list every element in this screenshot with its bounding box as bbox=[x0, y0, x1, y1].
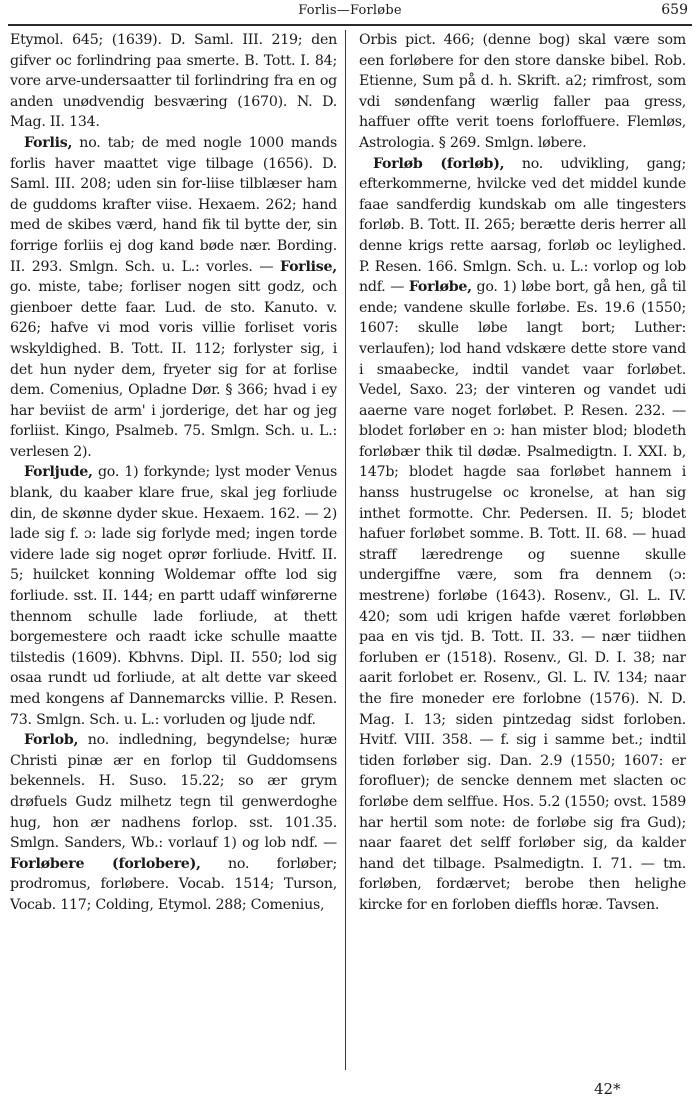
page-header bbox=[0, 0, 700, 26]
page-number: 659 bbox=[661, 2, 688, 18]
entry-paragraph bbox=[10, 30, 337, 133]
entry-paragraph bbox=[10, 730, 337, 915]
entry-text: go. 1) løbe bort, gå hen, gå til ende; vandene skulle forløbe. Es. 19.6 (1550; 1607: skulle løbe langt bort; Luther: verlaufen); lod hand vdskære dette store vand i smaabecke, indtil vandet vaar forløbet. Vedel, Saxo. 23; der vinteren og vandet udi aaerne vare noget forløbet. P. Resen. 232. — blodet forløber en ɔ: han mister blod; blodeth forløbær thik til dødæ. Psalmedigtn. I. XXI. b, 147b; blodet hagde saa forløbet hannem i hanss hustrugelse oc kronelse, at han sig inthet formotte. Chr. Pedersen. II. 5; blodet hafuer forløbet somme. B. Tott. II. 68. — huad straff læredrenge og suenne skulle undergiffne være, som fra dennem (ɔ: mestrene) forløbe (1643). Rosenv., Gl. L. IV. 420; som udi krigen hafde været forløbben paa en vis tjd. B. Tott. II. 33. — nær tiidhen forluben er (1518). Rosenv., Gl. D. I. 38; nar aarit forlobet er. Rosenv., Gl. L. IV. 134; naar the fire moneder ere forlobne (1576). N. D. Mag. I. 13; siden pintzedag sidst forloben. Hvitf. VIII. 358. — f. sig i samme bet.; indtil tiden forløber sig. Dan. 2.9 (1550; 1607: er forofluer); de sencke dennem met slacten oc forløbe dem selffue. Hos. 5.2 (1550; ovst. 1589 har hertil som note: de forløbe sig fra Gud); naar faaret det selff forløber sig, da kalder hand det tilbage. Psalmedigtn. I. 71. — tm. forløben, fordærvet; berobe then helighe kircke for en forloben dieffls horæ. Tavsen. bbox=[359, 279, 686, 913]
headword: Forlise, bbox=[280, 258, 337, 275]
entry-text: go. 1) forkynde; lyst moder Venus blank, du kaaber klare frue, skal jeg forliude din, de skønne dyder skue. Hexaem. 162. — 2) lade sig f. ɔ: lade sig forlyde med; ingen torde videre lade sig noget oprør forliude. Hvitf. II. 5; huilcket konning Woldemar offte lod sig forliude. sst. II. 144; en partt udaff winførerne thennom schulle lade forliude, at thett borgemestere och raadt icke schulle maatte tilstedis (1609). Kbhvns. Dipl. II. 550; lod sig osaa rundt ud forliude, at alt dette var skeed med kongens af Dannemarcks villie. P. Resen. 73. Smlgn. Sch. u. L.: vorluden og ljude ndf. bbox=[10, 464, 337, 728]
headword: Forlob, bbox=[24, 732, 79, 749]
headword: Forlis, bbox=[24, 134, 73, 151]
signature-mark: 42* bbox=[594, 1080, 621, 1098]
entry-text: Orbis pict. 466; (denne bog) skal være som een forløbere for den store danske bibel. Rob. Etienne, Sum på d. h. Skrift. a2; rimfrost, som vdi søndenfang wærlig faller paa gress, haffuer offte verit toens forloffuere. Flemløs, Astrologia. § 269. Smlgn. løbere. bbox=[359, 32, 686, 151]
header-rule bbox=[8, 24, 692, 26]
entry-text: no. tab; de med nogle 1000 mands forlis haver maattet vige tilbage (1656). D. Saml. III. 208; uden sin for-liise tilblæser ham de guddoms krafter viise. Hexaem. 262; hand med de skibes værd, hand fik til bytte der, sin forrige forliis ej dog kand bøde nær. Bording. II. 293. Smlgn. Sch. u. L.: vorles. — bbox=[10, 134, 337, 275]
entry-paragraph bbox=[359, 30, 686, 154]
entry-text: go. miste, tabe; forliser nogen sitt godz, och gienboer dette faar. Lud. de sto. Kanuto. v. 626; hafve vi mod voris villie forliset voris wskyldighed. B. Tott. II. 112; forlyster sig, i det hun nyder dem, fryeter sig for at forlise dem. Comenius, Opladne Dør. § 366; hvad i ey har beviist de arm' i jorderige, det har og jeg forliist. Kingo, Psalmeb. 75. Smlgn. Sch. u. L.: verlesen 2). bbox=[10, 279, 337, 460]
headword: Forljude, bbox=[24, 464, 93, 481]
entry-text: no. forløber; prodromus, forløbere. Vocab. 1514; Turson, Vocab. 117; Colding, Etymol. 288; Comenius, bbox=[10, 855, 337, 913]
entry-text: Etymol. 645; (1639). D. Saml. III. 219; den gifver oc forlindring paa smerte. B. Tott. I. 84; vore arve-undersaatter til forlindring fra en og anden unødvendig besværing (1670). N. D. Mag. II. 134. bbox=[10, 32, 337, 131]
running-head: Forlis—Forløbe bbox=[298, 3, 402, 18]
entry-paragraph bbox=[359, 154, 686, 916]
left-column bbox=[10, 30, 337, 1070]
headword: Forløbere (forlobere), bbox=[10, 855, 201, 872]
headword: Forløbe, bbox=[408, 279, 472, 296]
headword: Forløb (forløb), bbox=[373, 155, 505, 172]
entry-paragraph bbox=[10, 133, 337, 463]
entry-text: no. indledning, begyndelse; huræ Christi pinæ ær en forlop til Guddomsens bekennels. H. Suso. 15.22; so ær grym drøfuels Gudz milhetz tegn til genwerdoghe hug, hon ær nadhens forlop. sst. 101.35. Smlgn. Sanders, Wb.: vorlauf 1) og lob ndf. — bbox=[10, 732, 337, 852]
entry-paragraph bbox=[10, 462, 337, 730]
right-column bbox=[359, 30, 686, 1070]
column-divider bbox=[345, 30, 346, 1070]
entry-text: no. udvikling, gang; efterkommerne, hvilcke ved det middel kunde faae sandferdig kundskab om alle tingesters forløb. B. Tott. II. 265; berætte deris herrer all denne krigs rette aarsag, forløb oc leylighed. P. Resen. 166. Smlgn. Sch. u. L.: vorlop og lob ndf. — bbox=[359, 155, 686, 296]
